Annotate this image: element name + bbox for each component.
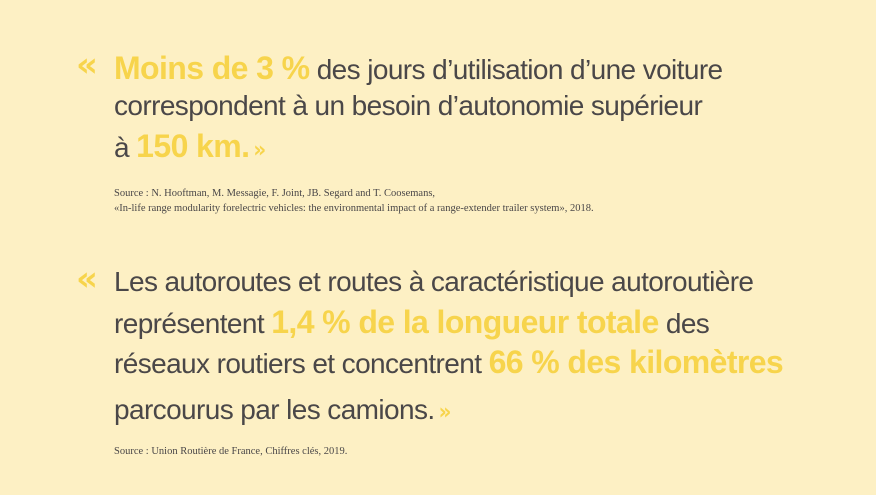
quote-2-line-1: Les autoroutes et routes à caractéristique autoroutière <box>114 266 754 297</box>
quote-2-line-2 <box>114 304 709 342</box>
quote-2-line-3 <box>114 344 783 382</box>
close-quote-mark-1: » <box>253 138 265 163</box>
open-quote-mark-1: « <box>76 45 95 85</box>
quote-1-line-2: correspondent à un besoin d’autonomie supérieur <box>114 90 703 121</box>
quote-2-highlight-1: 1,4 % de la longueur totale <box>271 304 659 340</box>
quote-2-source-line-1: Source : Union Routière de France, Chiffres clés, 2019. <box>114 446 348 457</box>
quote-2-line-2-suffix: des <box>665 308 710 339</box>
quote-1-source-line-1: Source : N. Hooftman, M. Messagie, F. Joint, JB. Segard and T. Coosemans, <box>114 188 436 199</box>
quote-2-line-4-text: parcourus par les camions. <box>114 394 435 425</box>
quote-1-highlight-1: Moins de 3 % <box>114 50 310 86</box>
quote-1-source-line-2: «In-life range modularity forelectric vehicles: the environmental impact of a range-extender trailer system», 2018. <box>114 203 594 214</box>
quote-2-line-3-prefix: réseaux routiers et concentrent <box>114 348 482 379</box>
quote-2-line-4 <box>114 392 449 431</box>
quote-1-line-3-prefix: à <box>114 132 129 163</box>
open-quote-mark-2: « <box>76 259 95 299</box>
close-quote-mark-2: » <box>438 400 450 425</box>
quote-1-text-1: des jours d’utilisation d’une voiture <box>316 54 723 85</box>
quote-1-line-1 <box>114 50 723 88</box>
quote-1-highlight-2: 150 km. <box>136 128 250 164</box>
quote-2-highlight-2: 66 % des kilomètres <box>488 344 784 380</box>
quote-2-line-2-prefix: représentent <box>114 308 265 339</box>
quote-1-line-3 <box>114 128 264 169</box>
